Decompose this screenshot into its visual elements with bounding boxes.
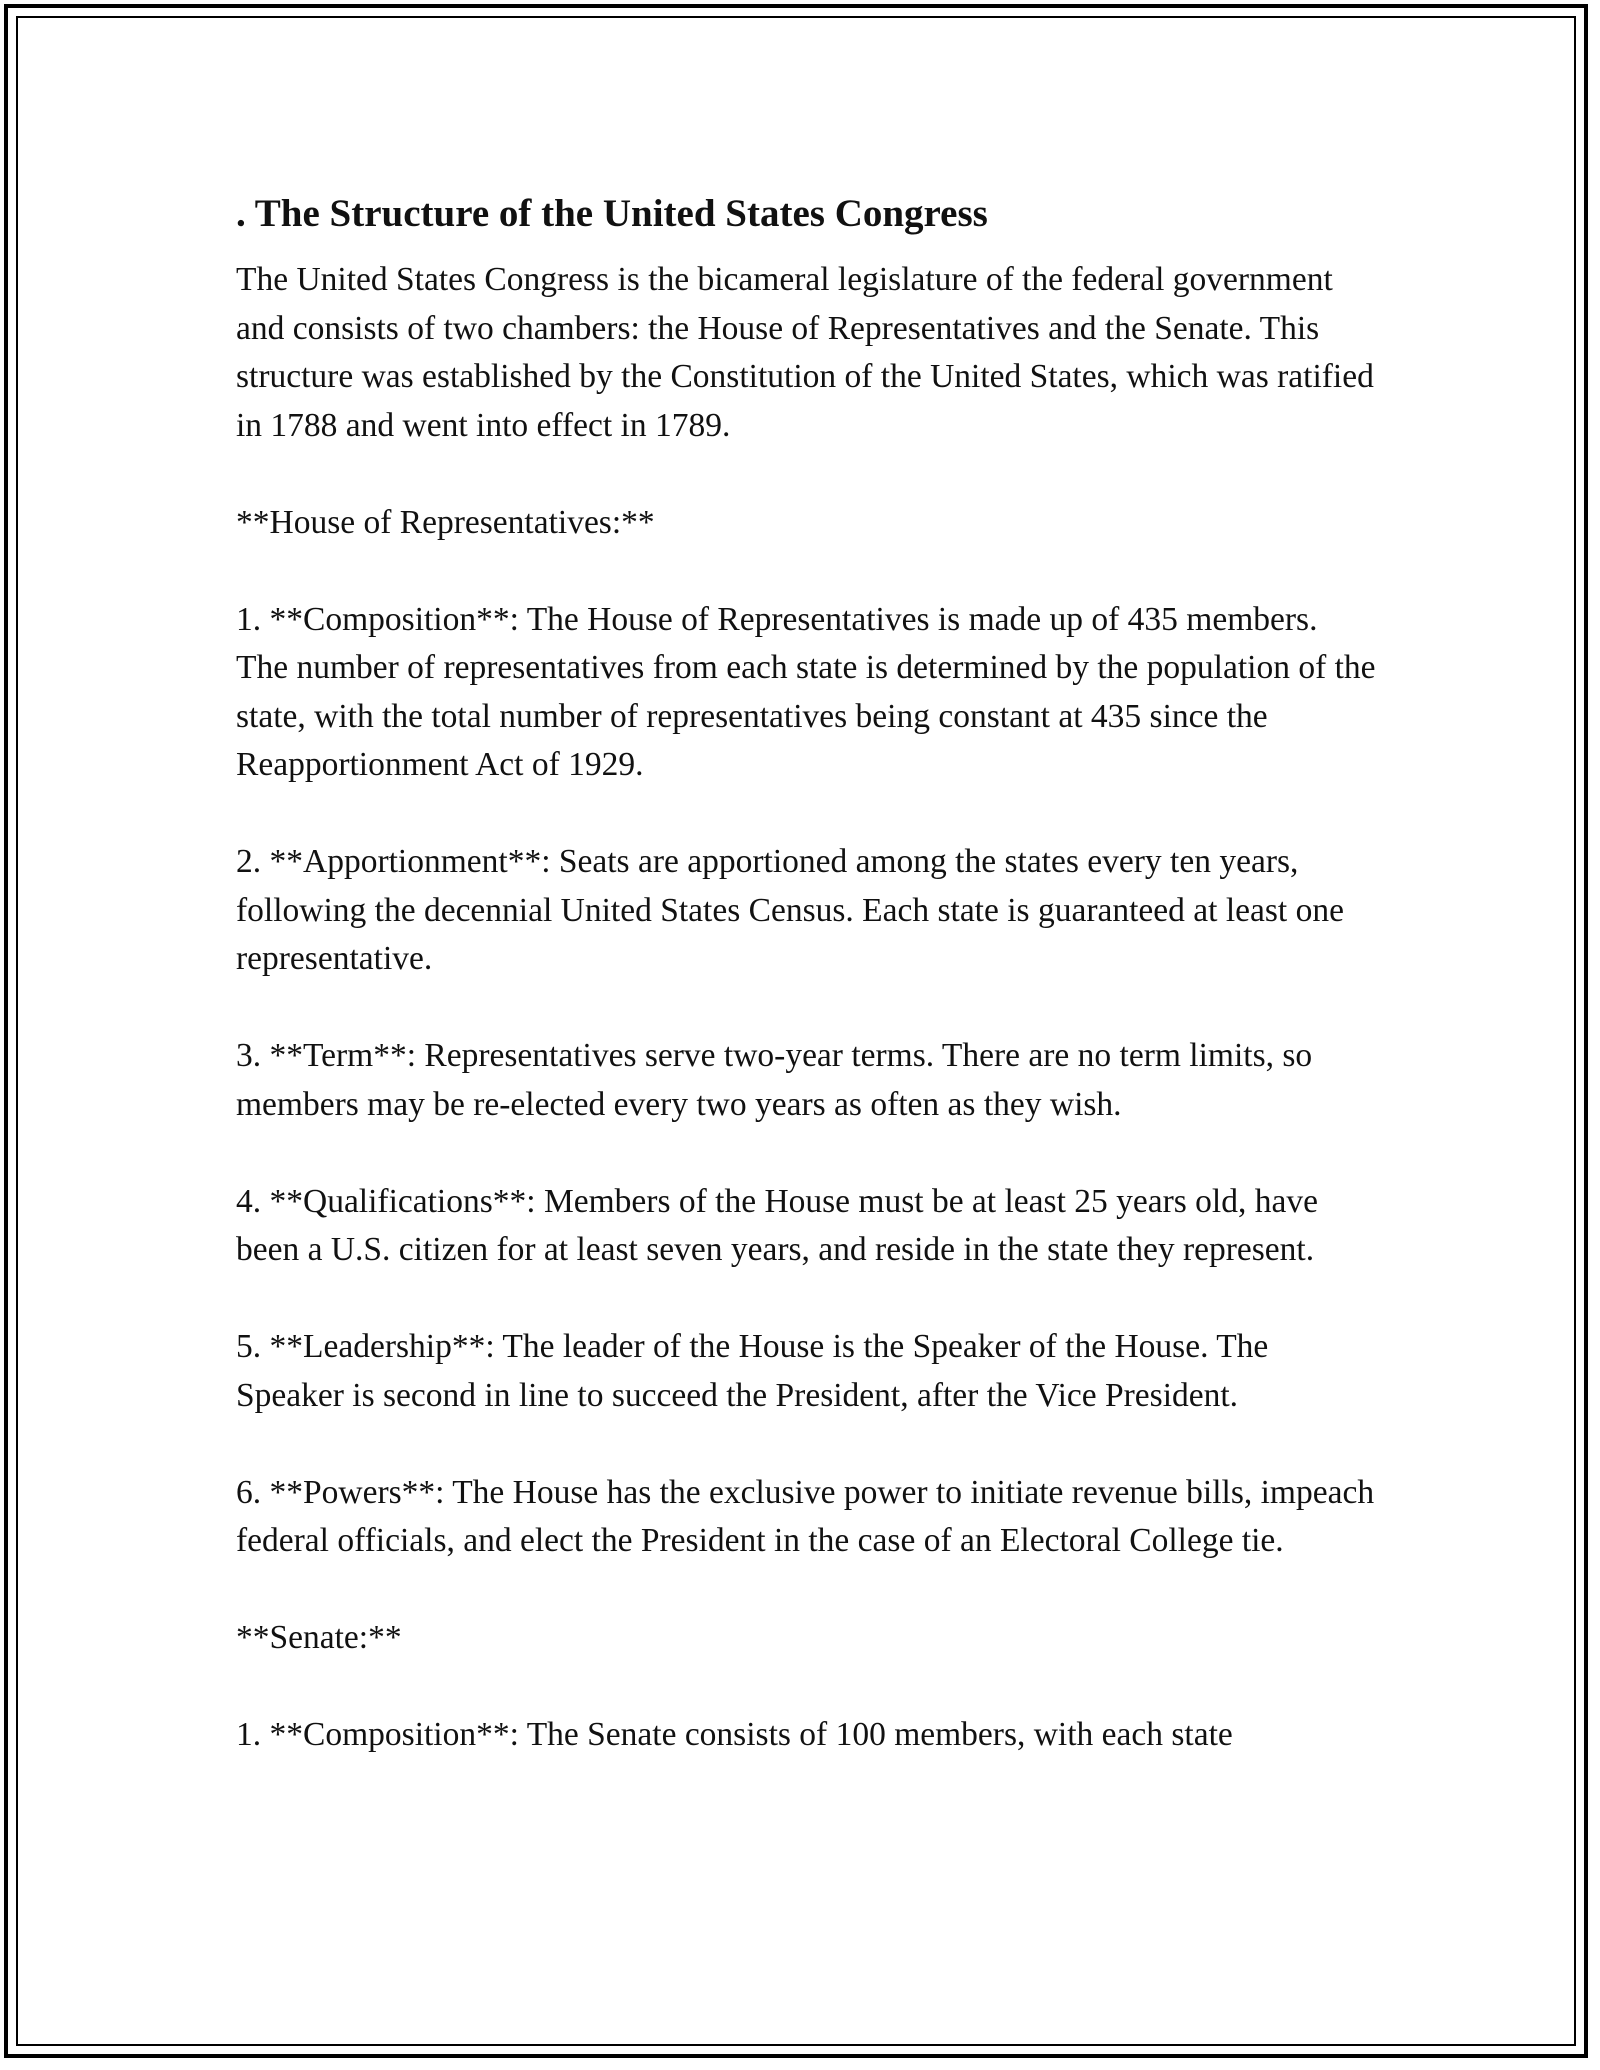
document-content bbox=[236, 188, 1376, 1808]
house-item-powers: 6. **Powers**: The House has the exclusive power to initiate revenue bills, impeach federal officials, and elect the President in the case of an Electoral College tie. bbox=[236, 1473, 1375, 1559]
house-heading: **House of Representatives:** bbox=[236, 503, 655, 541]
house-item-term: 3. **Term**: Representatives serve two-year terms. There are no term limits, so members may be re-elected every two years as often as they wish. bbox=[236, 1037, 1313, 1123]
house-item-leadership: 5. **Leadership**: The leader of the House is the Speaker of the House. The Speaker is second in line to succeed the President, after the Vice President. bbox=[236, 1328, 1269, 1414]
house-item-qualifications: 4. **Qualifications**: Members of the House must be at least 25 years old, have been a U.S. citizen for at least seven years, and reside in the state they represent. bbox=[236, 1182, 1318, 1268]
intro-paragraph: The United States Congress is the bicameral legislature of the federal government and consists of two chambers: the House of Representatives and the Senate. This structure was established by the Constitution of the United States, which was ratified in 1788 and went into effect in 1789. bbox=[236, 261, 1374, 444]
senate-heading: **Senate:** bbox=[236, 1619, 402, 1656]
document-title: . The Structure of the United States Congress bbox=[236, 192, 988, 235]
house-item-apportionment: 2. **Apportionment**: Seats are apportioned among the states every ten years, following the decennial United States Census. Each state is guaranteed at least one representative. bbox=[236, 843, 1344, 977]
house-item-composition: 1. **Composition**: The House of Representatives is made up of 435 members. The number of representatives from each state is determined by the population of the state, with the total number of representatives being constant at 435 since the Reapportionment Act of 1929. bbox=[236, 600, 1376, 783]
document-body bbox=[236, 256, 1376, 1760]
senate-item-composition: 1. **Composition**: The Senate consists of 100 members, with each state bbox=[236, 1716, 1233, 1753]
